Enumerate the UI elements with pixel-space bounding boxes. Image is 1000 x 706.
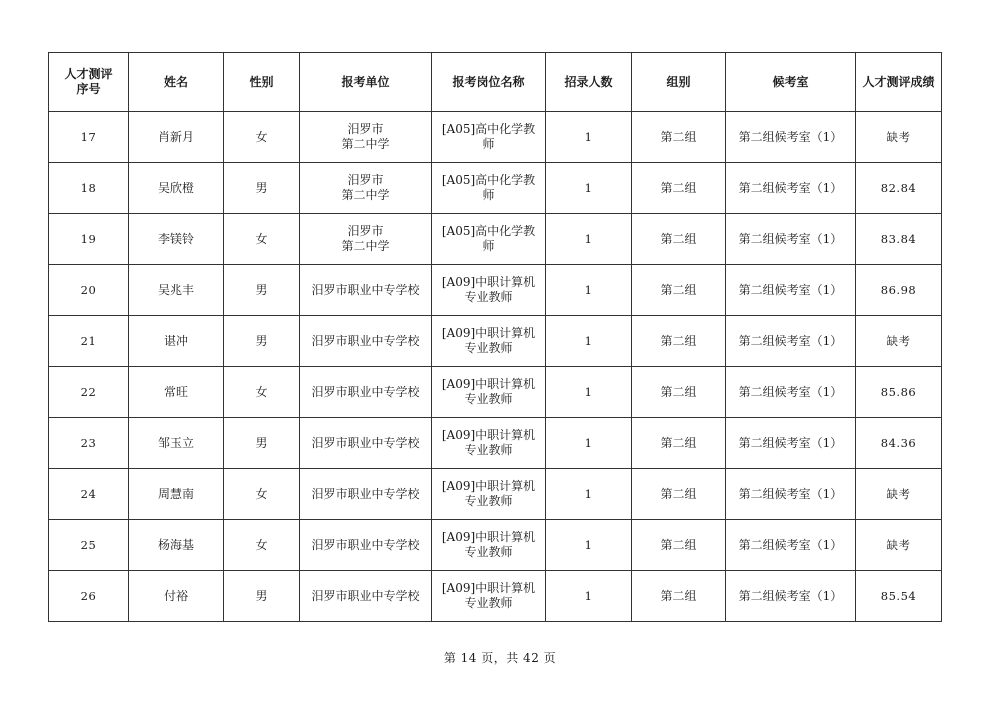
- cell-serial: 17: [49, 112, 129, 163]
- header-unit: 报考单位: [300, 53, 432, 112]
- cell-score: 缺考: [856, 520, 942, 571]
- cell-serial: 20: [49, 265, 129, 316]
- table-row: [49, 469, 942, 520]
- cell-score: 85.54: [856, 571, 942, 622]
- cell-group: 第二组: [632, 367, 726, 418]
- cell-quota: 1: [546, 418, 632, 469]
- cell-name: 吴欣橙: [129, 163, 224, 214]
- table-row: [49, 520, 942, 571]
- cell-gender: 女: [224, 469, 300, 520]
- cell-gender: 男: [224, 418, 300, 469]
- cell-score: 84.36: [856, 418, 942, 469]
- cell-score: 83.84: [856, 214, 942, 265]
- cell-waiting-room: 第二组候考室（1）: [726, 112, 856, 163]
- cell-waiting-room: 第二组候考室（1）: [726, 520, 856, 571]
- cell-name: 周慧南: [129, 469, 224, 520]
- cell-waiting-room: 第二组候考室（1）: [726, 418, 856, 469]
- header-serial: 人才测评 序号: [49, 53, 129, 112]
- cell-gender: 男: [224, 265, 300, 316]
- cell-unit: 汨罗市职业中专学校: [300, 316, 432, 367]
- cell-gender: 男: [224, 163, 300, 214]
- cell-unit: 汨罗市职业中专学校: [300, 265, 432, 316]
- cell-waiting-room: 第二组候考室（1）: [726, 469, 856, 520]
- cell-gender: 女: [224, 520, 300, 571]
- header-row: [49, 53, 942, 112]
- cell-position: [A09]中职计算机专业教师: [432, 316, 546, 367]
- header-group: 组别: [632, 53, 726, 112]
- cell-serial: 23: [49, 418, 129, 469]
- cell-position: [A09]中职计算机专业教师: [432, 265, 546, 316]
- cell-unit: 汨罗市职业中专学校: [300, 469, 432, 520]
- cell-position: [A05]高中化学教师: [432, 163, 546, 214]
- cell-unit: 汨罗市职业中专学校: [300, 520, 432, 571]
- cell-waiting-room: 第二组候考室（1）: [726, 163, 856, 214]
- cell-score: 缺考: [856, 469, 942, 520]
- cell-serial: 24: [49, 469, 129, 520]
- cell-quota: 1: [546, 214, 632, 265]
- cell-unit: 汨罗市 第二中学: [300, 214, 432, 265]
- cell-serial: 22: [49, 367, 129, 418]
- table-row: [49, 367, 942, 418]
- cell-name: 李镁铃: [129, 214, 224, 265]
- page-number: 第 14 页，共 42 页: [443, 651, 557, 665]
- cell-quota: 1: [546, 367, 632, 418]
- cell-gender: 女: [224, 214, 300, 265]
- cell-group: 第二组: [632, 469, 726, 520]
- cell-position: [A05]高中化学教师: [432, 214, 546, 265]
- cell-score: 缺考: [856, 316, 942, 367]
- cell-name: 杨海基: [129, 520, 224, 571]
- table-row: [49, 265, 942, 316]
- cell-position: [A09]中职计算机专业教师: [432, 367, 546, 418]
- header-quota: 招录人数: [546, 53, 632, 112]
- cell-gender: 男: [224, 316, 300, 367]
- cell-position: [A09]中职计算机专业教师: [432, 520, 546, 571]
- cell-group: 第二组: [632, 571, 726, 622]
- header-gender: 性别: [224, 53, 300, 112]
- cell-quota: 1: [546, 265, 632, 316]
- cell-waiting-room: 第二组候考室（1）: [726, 265, 856, 316]
- cell-unit: 汨罗市 第二中学: [300, 112, 432, 163]
- table-row: [49, 112, 942, 163]
- cell-unit: 汨罗市职业中专学校: [300, 571, 432, 622]
- cell-group: 第二组: [632, 265, 726, 316]
- cell-group: 第二组: [632, 214, 726, 265]
- table-row: [49, 571, 942, 622]
- cell-name: 谌冲: [129, 316, 224, 367]
- cell-serial: 21: [49, 316, 129, 367]
- cell-position: [A09]中职计算机专业教师: [432, 571, 546, 622]
- cell-unit: 汨罗市职业中专学校: [300, 418, 432, 469]
- cell-position: [A05]高中化学教师: [432, 112, 546, 163]
- cell-quota: 1: [546, 163, 632, 214]
- cell-name: 付裕: [129, 571, 224, 622]
- table-row: [49, 214, 942, 265]
- cell-waiting-room: 第二组候考室（1）: [726, 367, 856, 418]
- cell-quota: 1: [546, 316, 632, 367]
- cell-score: 82.84: [856, 163, 942, 214]
- cell-quota: 1: [546, 571, 632, 622]
- cell-serial: 18: [49, 163, 129, 214]
- cell-group: 第二组: [632, 418, 726, 469]
- cell-group: 第二组: [632, 316, 726, 367]
- cell-name: 邹玉立: [129, 418, 224, 469]
- cell-waiting-room: 第二组候考室（1）: [726, 316, 856, 367]
- header-position: 报考岗位名称: [432, 53, 546, 112]
- cell-score: 85.86: [856, 367, 942, 418]
- cell-group: 第二组: [632, 163, 726, 214]
- cell-name: 吴兆丰: [129, 265, 224, 316]
- cell-serial: 19: [49, 214, 129, 265]
- cell-quota: 1: [546, 520, 632, 571]
- cell-gender: 女: [224, 367, 300, 418]
- cell-gender: 男: [224, 571, 300, 622]
- cell-quota: 1: [546, 112, 632, 163]
- cell-position: [A09]中职计算机专业教师: [432, 418, 546, 469]
- cell-waiting-room: 第二组候考室（1）: [726, 214, 856, 265]
- results-table: [48, 52, 942, 622]
- cell-group: 第二组: [632, 520, 726, 571]
- header-score: 人才测评成绩: [856, 53, 942, 112]
- cell-serial: 26: [49, 571, 129, 622]
- cell-position: [A09]中职计算机专业教师: [432, 469, 546, 520]
- cell-group: 第二组: [632, 112, 726, 163]
- cell-serial: 25: [49, 520, 129, 571]
- header-waiting-room: 候考室: [726, 53, 856, 112]
- table-row: [49, 316, 942, 367]
- table-row: [49, 163, 942, 214]
- cell-unit: 汨罗市职业中专学校: [300, 367, 432, 418]
- cell-waiting-room: 第二组候考室（1）: [726, 571, 856, 622]
- cell-score: 86.98: [856, 265, 942, 316]
- cell-score: 缺考: [856, 112, 942, 163]
- table-row: [49, 418, 942, 469]
- cell-name: 常旺: [129, 367, 224, 418]
- header-name: 姓名: [129, 53, 224, 112]
- cell-name: 肖新月: [129, 112, 224, 163]
- cell-quota: 1: [546, 469, 632, 520]
- cell-gender: 女: [224, 112, 300, 163]
- cell-unit: 汨罗市 第二中学: [300, 163, 432, 214]
